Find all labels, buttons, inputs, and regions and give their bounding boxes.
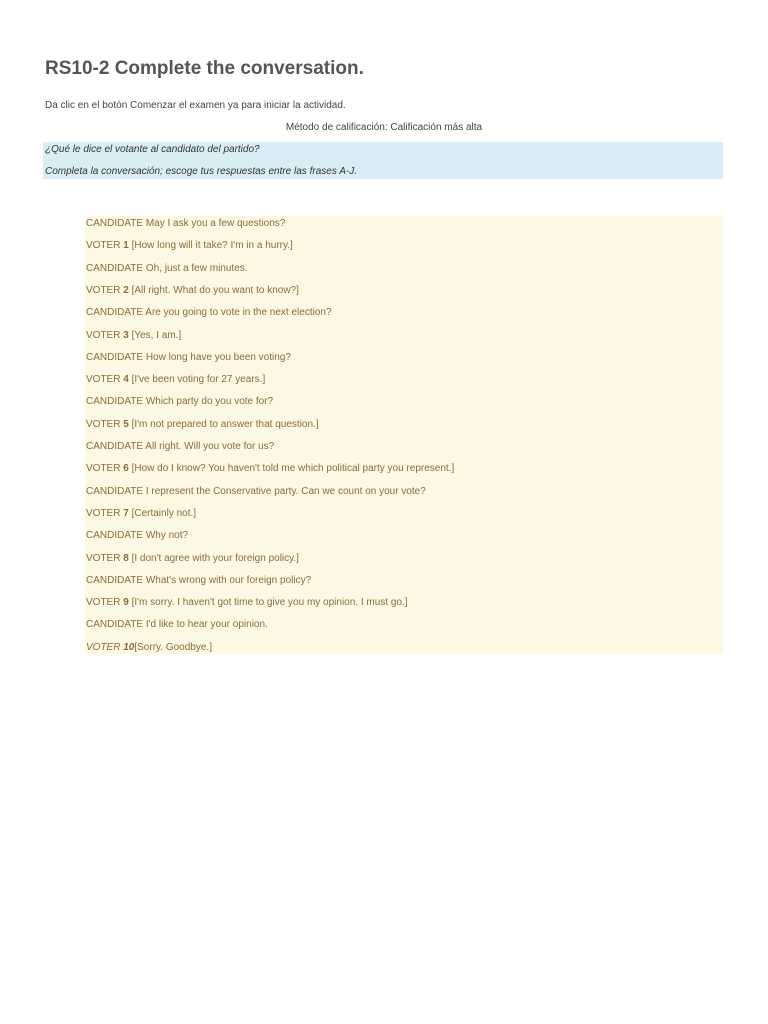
speaker-label: VOTER <box>86 463 121 475</box>
answer-text: [I'm not prepared to answer that question.] <box>131 418 319 430</box>
conversation-line <box>86 239 293 252</box>
answer-text: [How long will it take? I'm in a hurry.] <box>131 240 293 252</box>
question-text: ¿Qué le dice el votante al candidato del partido? <box>45 144 260 155</box>
question-number: 10 <box>123 641 135 653</box>
speaker-label: VOTER <box>86 329 121 341</box>
conversation-line <box>86 507 196 520</box>
conversation-line <box>86 485 426 498</box>
speaker-label: VOTER <box>86 597 121 609</box>
candidate-text: All right. Will you vote for us? <box>145 441 275 452</box>
conversation-line <box>86 418 319 431</box>
question-number: 1 <box>123 240 129 252</box>
question-box <box>43 142 723 179</box>
candidate-text: Are you going to vote in the next election? <box>145 307 332 319</box>
speaker-label: VOTER <box>86 641 121 653</box>
conversation-line <box>86 351 291 364</box>
question-number: 5 <box>123 418 129 430</box>
instructions-text: Da clic en el botón Comenzar el examen ya para iniciar la actividad. <box>45 100 346 111</box>
question-number: 8 <box>123 552 129 564</box>
conversation-line <box>86 217 285 230</box>
speaker-label: VOTER <box>86 374 121 386</box>
speaker-label: CANDIDATE <box>86 218 144 229</box>
conversation-line <box>86 552 299 565</box>
speaker-label: VOTER <box>86 552 121 564</box>
candidate-text: Which party do you vote for? <box>145 396 274 408</box>
speaker-label: CANDIDATE <box>86 307 144 319</box>
candidate-text: May I ask you a few questions? <box>145 218 286 229</box>
speaker-label: VOTER <box>86 240 121 252</box>
conversation-line <box>86 574 311 587</box>
speaker-label: CANDIDATE <box>86 574 144 586</box>
candidate-text: Oh, just a few minutes. <box>145 262 248 274</box>
conversation-line <box>86 329 181 342</box>
answer-text: [I don't agree with your foreign policy.] <box>131 552 299 564</box>
speaker-label: CANDIDATE <box>86 530 144 542</box>
candidate-text: I'd like to hear your opinion. <box>145 619 268 631</box>
question-number: 4 <box>123 374 129 386</box>
question-number: 9 <box>123 597 129 609</box>
page-title: RS10-2 Complete the conversation. <box>45 58 364 79</box>
candidate-text: What's wrong with our foreign policy? <box>145 574 312 586</box>
speaker-label: VOTER <box>86 418 121 430</box>
speaker-label: CANDIDATE <box>86 619 144 631</box>
conversation-line <box>86 262 248 275</box>
conversation-line <box>86 306 332 319</box>
conversation-line <box>86 462 454 475</box>
speaker-label: CANDIDATE <box>86 351 144 363</box>
conversation-line <box>86 395 273 408</box>
question-number: 3 <box>123 329 129 341</box>
answer-text: [All right. What do you want to know?] <box>131 284 299 296</box>
question-directions: Completa la conversación; escoge tus respuestas entre las frases A-J. <box>45 166 358 177</box>
answer-text: [How do I know? You haven't told me which political party you represent.] <box>131 463 455 475</box>
candidate-text: Why not? <box>145 530 189 542</box>
conversation-line <box>86 284 299 297</box>
conversation-line <box>86 618 268 631</box>
speaker-label: CANDIDATE <box>86 262 144 274</box>
conversation-line <box>86 596 408 609</box>
conversation-line <box>86 440 274 453</box>
grading-method: Método de calificación: Calificación más alta <box>285 122 483 133</box>
question-number: 7 <box>123 507 129 519</box>
candidate-text: I represent the Conservative party. Can we count on your vote? <box>145 485 426 497</box>
speaker-label: VOTER <box>86 507 121 519</box>
answer-text: [I'm sorry. I haven't got time to give you my opinion. I must go.] <box>131 597 408 609</box>
speaker-label: CANDIDATE <box>86 396 144 408</box>
question-number: 6 <box>123 463 129 475</box>
answer-text: [Sorry. Goodbye.] <box>134 641 212 653</box>
conversation-line <box>86 641 212 654</box>
answer-text: [I've been voting for 27 years.] <box>131 374 266 386</box>
speaker-label: VOTER <box>86 284 121 296</box>
speaker-label: CANDIDATE <box>86 441 144 452</box>
answer-text: [Yes, I am.] <box>131 329 182 341</box>
speaker-label: CANDIDATE <box>86 485 144 497</box>
conversation-box <box>85 216 723 654</box>
question-number: 2 <box>123 284 129 296</box>
answer-text: [Certainly not.] <box>131 507 197 519</box>
conversation-line <box>86 529 188 542</box>
conversation-line <box>86 373 265 386</box>
candidate-text: How long have you been voting? <box>145 351 291 363</box>
